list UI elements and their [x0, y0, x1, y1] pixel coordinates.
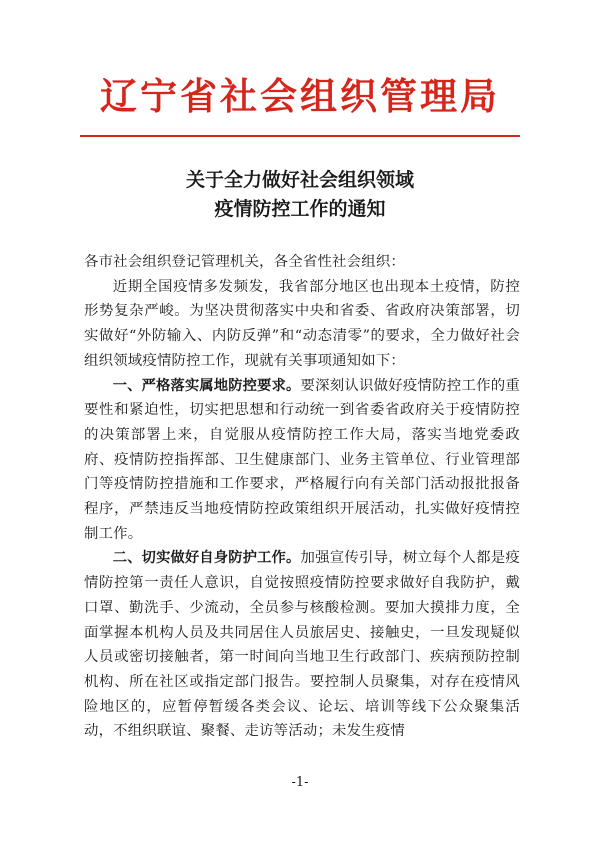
title-line-1: 关于全力做好社会组织领域	[185, 169, 414, 191]
section-1-text: 要深刻认识做好疫情防控工作的重要性和紧迫性，切实把思想和行动统一到省委省政府关于疫情防控的决策部署上来，自觉服从疫情防控工作大局，落实当地党委政府、疫情防控指挥部、卫生健康部门、业务主管单位、行业管理部门等疫情防控措施和工作要求，严格履行向有关部门活动报批报备程序，严禁违反当地疫情防控政策组织开展活动，扎实做好疫情控制工作。	[84, 377, 520, 542]
section-2-heading: 二、切实做好自身防护工作。	[112, 550, 301, 567]
document-body	[84, 250, 520, 744]
page-number: -1-	[291, 775, 309, 790]
red-divider-line	[80, 135, 520, 137]
salutation: 各市社会组织登记管理机关，各全省性社会组织：	[84, 254, 405, 270]
section-2-paragraph	[84, 546, 520, 744]
section-1-paragraph	[84, 374, 520, 547]
issuing-authority-header: 辽宁省社会组织管理局	[100, 74, 500, 118]
intro-paragraph: 近期全国疫情多发频发，我省部分地区也出现本土疫情，防控形势复杂严峻。为坚决贯彻落实中央和省委、省政府决策部署，切实做好“外防输入、内防反弹”和“动态清零”的要求，全力做好社会组织领域疫情防控工作，现就有关事项通知如下：	[84, 278, 520, 369]
section-1-heading: 一、严格落实属地防控要求。	[112, 377, 301, 394]
title-line-2: 疫情防控工作的通知	[214, 198, 386, 220]
document-title	[0, 166, 600, 224]
section-2-text: 加强宣传引导，树立每个人都是疫情防控第一责任人意识，自觉按照疫情防控要求做好自我防护，戴口罩、勤洗手、少流动，全员参与核酸检测。要加大摸排力度，全面掌握本机构人员及共同居住人员旅居史、接触史，一旦发现疑似人员或密切接触者，第一时间向当地卫生行政部门、疾病预防控制机构、所在社区或指定部门报告。要控制人员聚集，对存在疫情风险地区的，应暂停暂缓各类会议、论坛、培训等线下公众聚集活动，不组织联谊、聚餐、走访等活动；未发生疫情	[84, 550, 520, 740]
